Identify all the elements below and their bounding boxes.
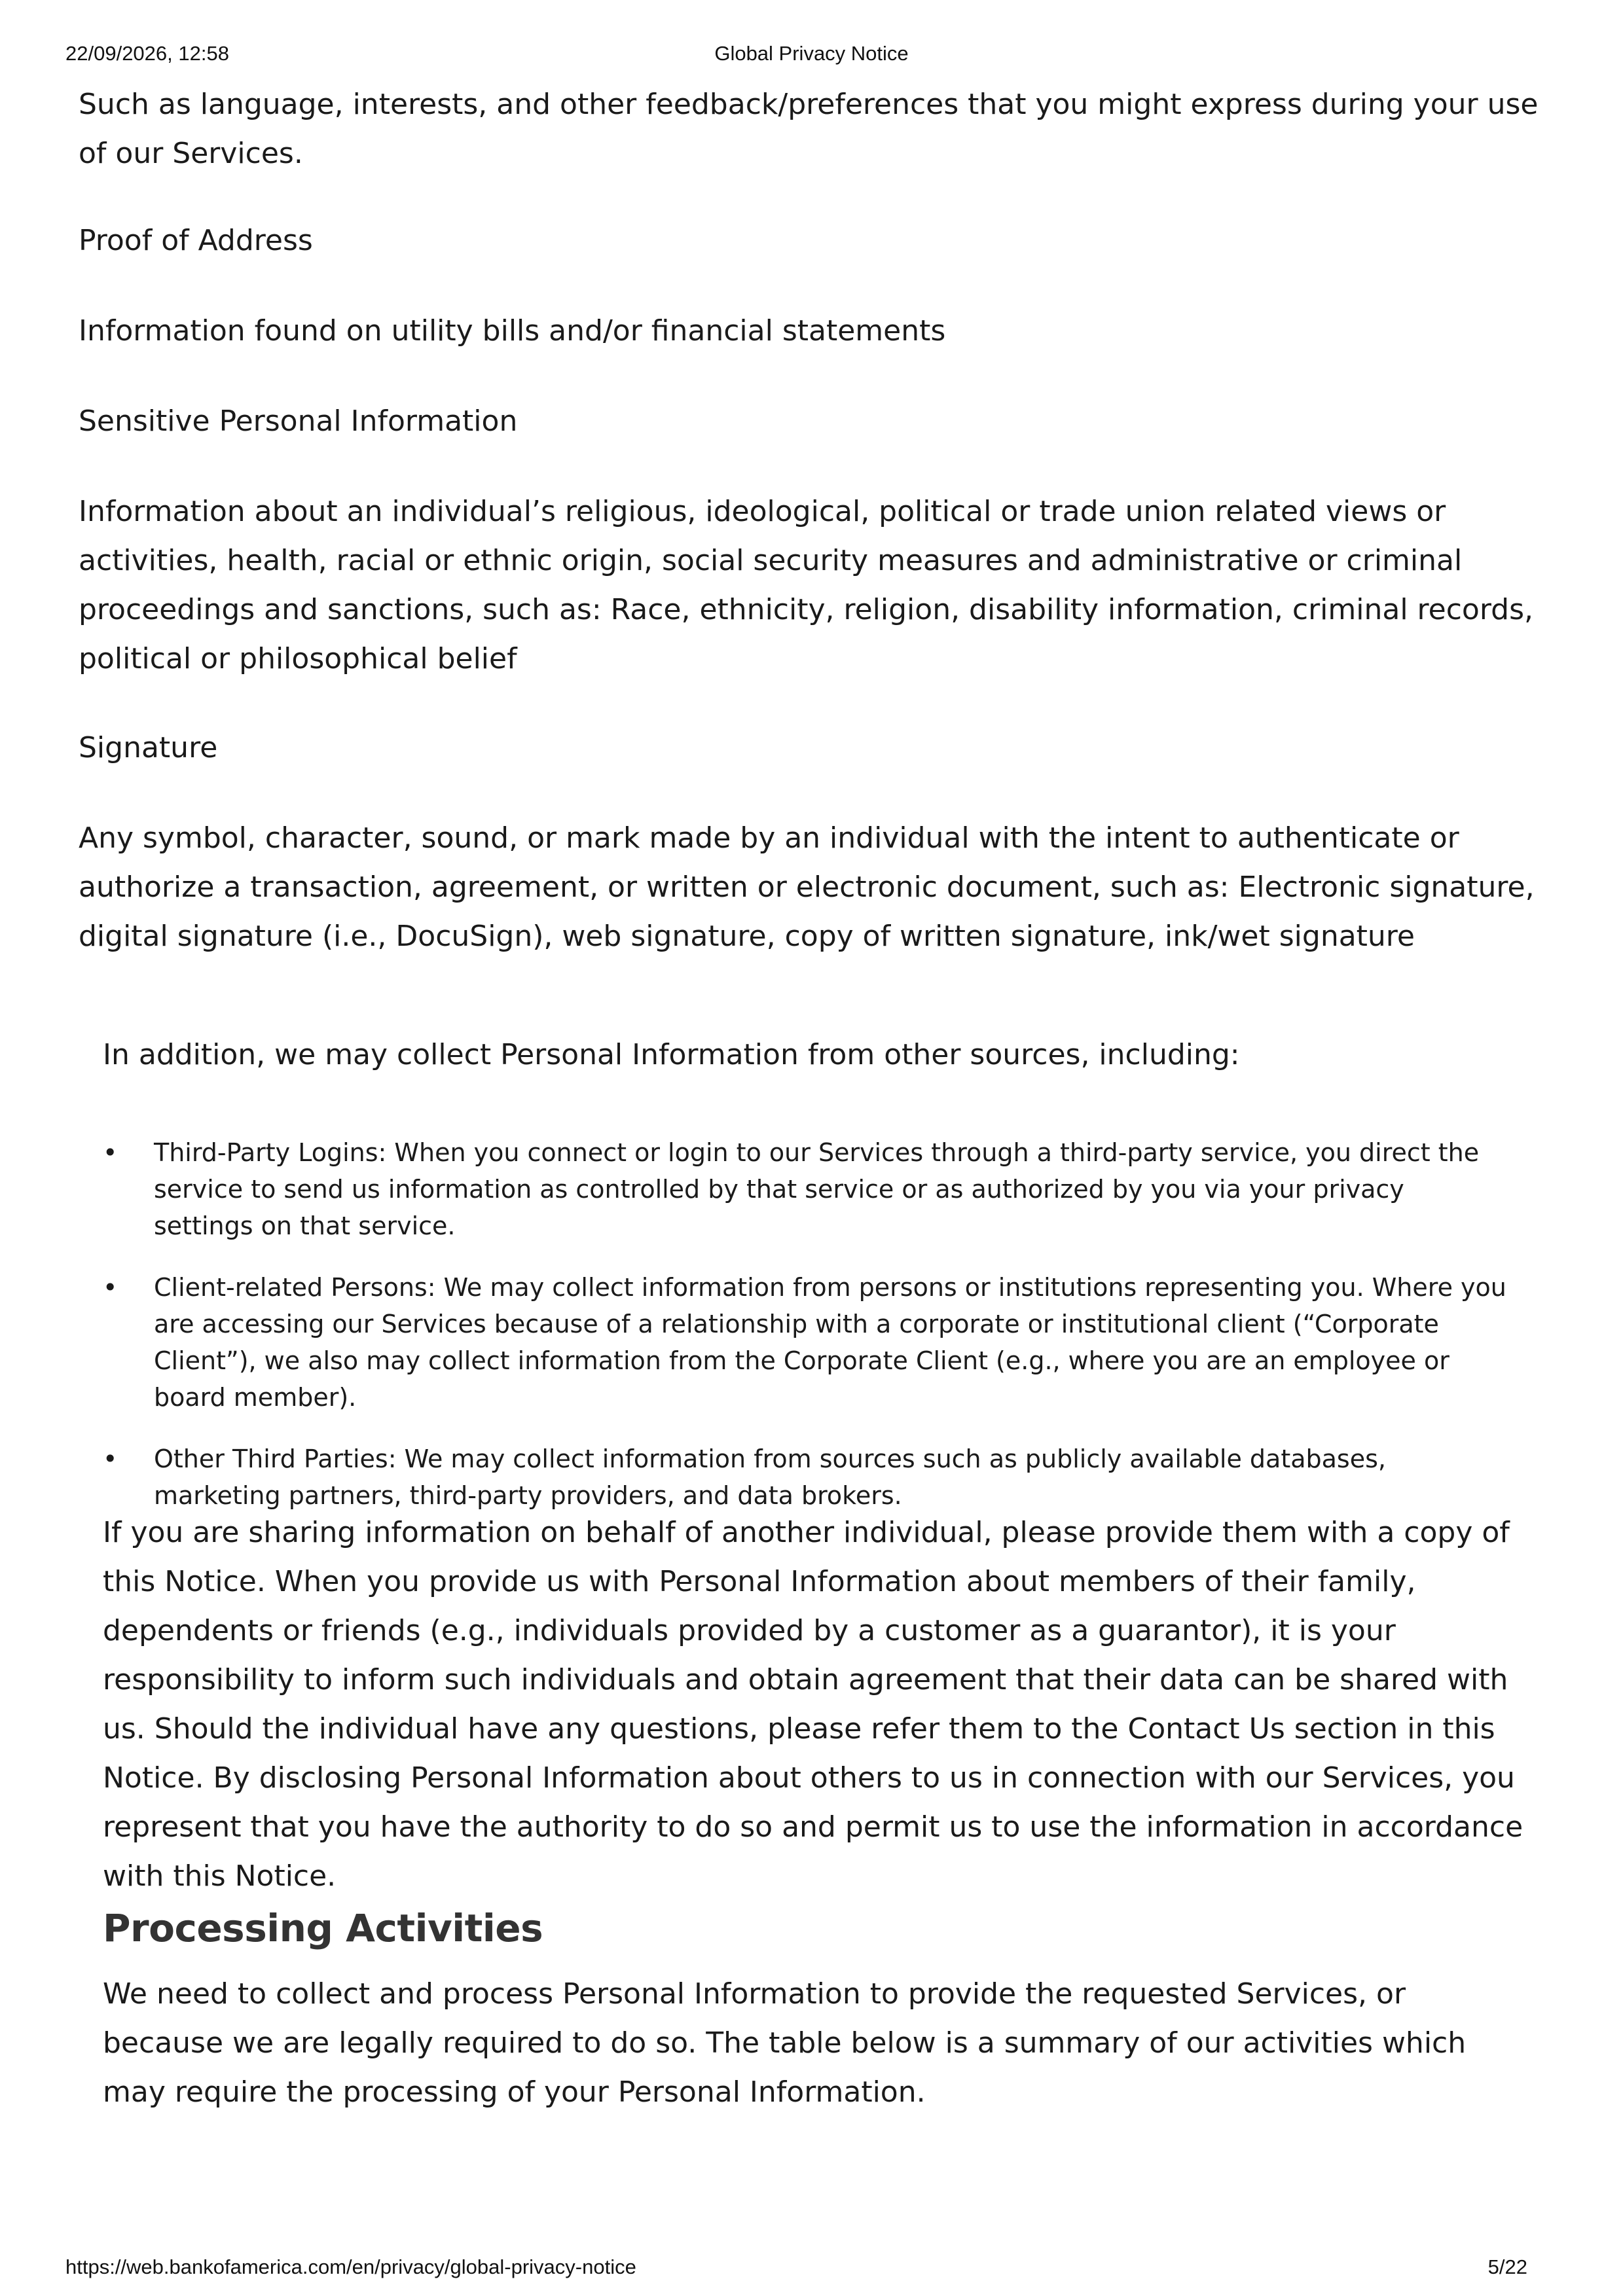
preferences-description: Such as language, interests, and other feedback/preferences that you might express during your use of our Services. [79,88,1539,170]
print-page-url: https://web.bankofamerica.com/en/privacy/global-privacy-notice [65,2255,636,2278]
print-page-title: Global Privacy Notice [714,42,909,65]
source-other-third-parties: Other Third Parties: We may collect information from sources such as publicly available databases, marketing partners, third-party providers, and data brokers. [154,1444,1386,1510]
other-sources-list [103,1134,1510,1539]
bullet-icon: • [103,1444,118,1473]
proof-of-address-description: Information found on utility bills and/or financial statements [79,314,946,348]
list-item [103,1441,1510,1514]
proof-of-address-label: Proof of Address [79,224,313,257]
sensitive-info-label: Sensitive Personal Information [79,404,518,438]
list-item [103,1134,1510,1244]
signature-label: Signature [79,731,218,764]
processing-activities-paragraph: We need to collect and process Personal Information to provide the requested Services, or because we are legally required to do so. The table below is a summary of our activities which may require the processing of your Personal Information. [103,1977,1467,2109]
print-page-number: 5/22 [1487,2255,1527,2278]
processing-activities-heading: Processing Activities [103,1906,543,1950]
print-date-time: 22/09/2026, 12:58 [65,42,229,65]
bullet-icon: • [103,1273,118,1302]
source-client-related-persons: Client-related Persons: We may collect information from persons or institutions representing you. Where you are accessing our Services because of a relationship with a corporate or institutional client (“Corporate Client”), we also may collect information from the Corporate Client (e.g., where you are an employee or board member). [154,1273,1506,1412]
signature-description: Any symbol, character, sound, or mark made by an individual with the intent to authenticate or authorize a transaction, agreement, or written or electronic document, such as: Electronic signature, digital signature (i.e., DocuSign), web signature, copy of written signature, ink/wet signature [79,821,1535,953]
bullet-icon: • [103,1138,118,1167]
list-item [103,1269,1510,1416]
sharing-paragraph: If you are sharing information on behalf of another individual, please provide them with a copy of this Notice. When you provide us with Personal Information about members of their family, dependents or friends (e.g., individuals provided by a customer as a guarantor), it is your responsibility to inform such individuals and obtain agreement that their data can be shared with us. Should the individual have any questions, please refer them to the Contact Us section in this Notice. By disclosing Personal Information about others to us in connection with our Services, you represent that you have the authority to do so and permit us to use the information in accordance with this Notice. [103,1516,1523,1893]
sensitive-info-description: Information about an individual’s religious, ideological, political or trade union related views or activities, health, racial or ethnic origin, social security measures and administrative or criminal proceedings and sanctions, such as: Race, ethnicity, religion, disability information, criminal records, political or philosophical belief [79,495,1533,675]
other-sources-intro: In addition, we may collect Personal Information from other sources, including: [103,1038,1240,1071]
source-third-party-logins: Third-Party Logins: When you connect or login to our Services through a third-party service, you direct the service to send us information as controlled by that service or as authorized by you via your privacy settings on that service. [154,1138,1480,1240]
